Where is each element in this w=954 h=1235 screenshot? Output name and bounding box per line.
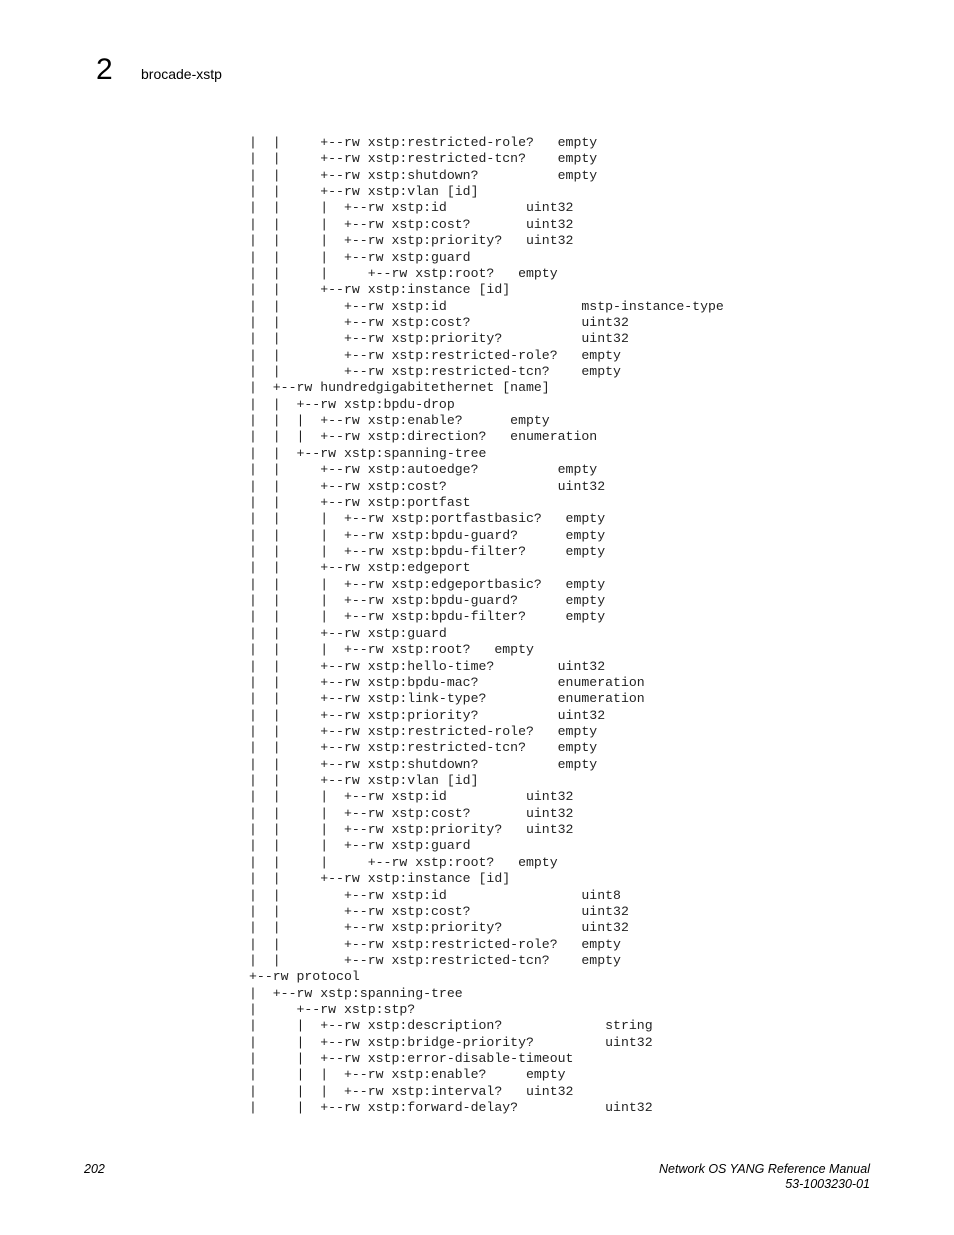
tree-line: | | | +--rw xstp:bpdu-filter? empty <box>249 543 606 559</box>
tree-line: | | +--rw xstp:restricted-tcn? empty <box>249 740 598 756</box>
tree-line: | | | +--rw xstp:interval? uint32 <box>249 1083 574 1099</box>
tree-line: | | +--rw xstp:instance [id] <box>249 282 511 298</box>
tree-line: | | | +--rw xstp:portfastbasic? empty <box>249 511 606 527</box>
tree-line: | | +--rw xstp:error-disable-timeout <box>249 1051 574 1067</box>
document-id: 53-1003230-01 <box>785 1177 870 1191</box>
tree-line: | | | +--rw xstp:bpdu-filter? empty <box>249 609 606 625</box>
tree-line: | | | +--rw xstp:guard <box>249 838 471 854</box>
tree-line: | | | +--rw xstp:id uint32 <box>249 789 574 805</box>
tree-line: | | | +--rw xstp:cost? uint32 <box>249 216 574 232</box>
tree-line: | | +--rw xstp:priority? uint32 <box>249 707 606 723</box>
tree-line: | | +--rw xstp:bridge-priority? uint32 <box>249 1034 653 1050</box>
tree-line: | | +--rw xstp:priority? uint32 <box>249 920 629 936</box>
tree-line: | | +--rw xstp:portfast <box>249 494 471 510</box>
tree-line: | | | +--rw xstp:root? empty <box>249 642 534 658</box>
tree-line: | | | +--rw xstp:enable? empty <box>249 1067 566 1083</box>
tree-line: | | | +--rw xstp:bpdu-guard? empty <box>249 593 606 609</box>
tree-line: | | | +--rw xstp:enable? empty <box>249 413 550 429</box>
yang-tree-listing <box>249 135 724 1117</box>
manual-title: Network OS YANG Reference Manual <box>659 1162 870 1176</box>
tree-line: | | | +--rw xstp:edgeportbasic? empty <box>249 576 606 592</box>
tree-line: | +--rw hundredgigabitethernet [name] <box>249 380 550 396</box>
footer-manual-info <box>659 1162 870 1192</box>
tree-line: | | +--rw xstp:spanning-tree <box>249 445 487 461</box>
tree-line: | +--rw xstp:stp? <box>249 1002 416 1018</box>
tree-line: +--rw protocol <box>249 969 360 985</box>
tree-line: | | +--rw xstp:restricted-role? empty <box>249 936 621 952</box>
tree-line: | | +--rw xstp:instance [id] <box>249 871 511 887</box>
tree-line: | | +--rw xstp:restricted-tcn? empty <box>249 364 621 380</box>
tree-line: | +--rw xstp:spanning-tree <box>249 985 463 1001</box>
tree-line: | | +--rw xstp:guard <box>249 625 447 641</box>
tree-line: | | +--rw xstp:shutdown? empty <box>249 756 598 772</box>
tree-line: | | | +--rw xstp:guard <box>249 249 471 265</box>
tree-line: | | +--rw xstp:priority? uint32 <box>249 331 629 347</box>
tree-line: | | | +--rw xstp:priority? uint32 <box>249 822 574 838</box>
chapter-number: 2 <box>96 53 113 86</box>
tree-line: | | +--rw xstp:bpdu-drop <box>249 396 455 412</box>
tree-line: | | | +--rw xstp:root? empty <box>249 265 558 281</box>
tree-line: | | +--rw xstp:edgeport <box>249 560 471 576</box>
tree-line: | | | +--rw xstp:root? empty <box>249 854 558 870</box>
tree-line: | | +--rw xstp:restricted-role? empty <box>249 723 598 739</box>
tree-line: | | +--rw xstp:bpdu-mac? enumeration <box>249 674 645 690</box>
tree-line: | | +--rw xstp:vlan [id] <box>249 184 479 200</box>
tree-line: | | +--rw xstp:description? string <box>249 1018 653 1034</box>
tree-line: | | | +--rw xstp:cost? uint32 <box>249 805 574 821</box>
tree-line: | | +--rw xstp:forward-delay? uint32 <box>249 1100 653 1116</box>
tree-line: | | +--rw xstp:link-type? enumeration <box>249 691 645 707</box>
tree-line: | | +--rw xstp:cost? uint32 <box>249 903 629 919</box>
tree-line: | | +--rw xstp:restricted-role? empty <box>249 135 598 150</box>
tree-line: | | +--rw xstp:autoedge? empty <box>249 462 598 478</box>
tree-line: | | +--rw xstp:cost? uint32 <box>249 478 606 494</box>
tree-line: | | | +--rw xstp:priority? uint32 <box>249 233 574 249</box>
section-title: brocade-xstp <box>141 66 222 82</box>
page-number: 202 <box>84 1162 105 1176</box>
tree-line: | | +--rw xstp:restricted-role? empty <box>249 347 621 363</box>
tree-line: | | | +--rw xstp:direction? enumeration <box>249 429 598 445</box>
tree-line: | | | +--rw xstp:id uint32 <box>249 200 574 216</box>
tree-line: | | +--rw xstp:id mstp-instance-type <box>249 298 724 314</box>
tree-line: | | +--rw xstp:restricted-tcn? empty <box>249 952 621 968</box>
tree-line: | | +--rw xstp:hello-time? uint32 <box>249 658 606 674</box>
tree-line: | | | +--rw xstp:bpdu-guard? empty <box>249 527 606 543</box>
tree-line: | | +--rw xstp:restricted-tcn? empty <box>249 151 598 167</box>
tree-line: | | +--rw xstp:id uint8 <box>249 887 621 903</box>
tree-line: | | +--rw xstp:cost? uint32 <box>249 314 629 330</box>
tree-line: | | +--rw xstp:vlan [id] <box>249 773 479 789</box>
tree-line: | | +--rw xstp:shutdown? empty <box>249 167 598 183</box>
